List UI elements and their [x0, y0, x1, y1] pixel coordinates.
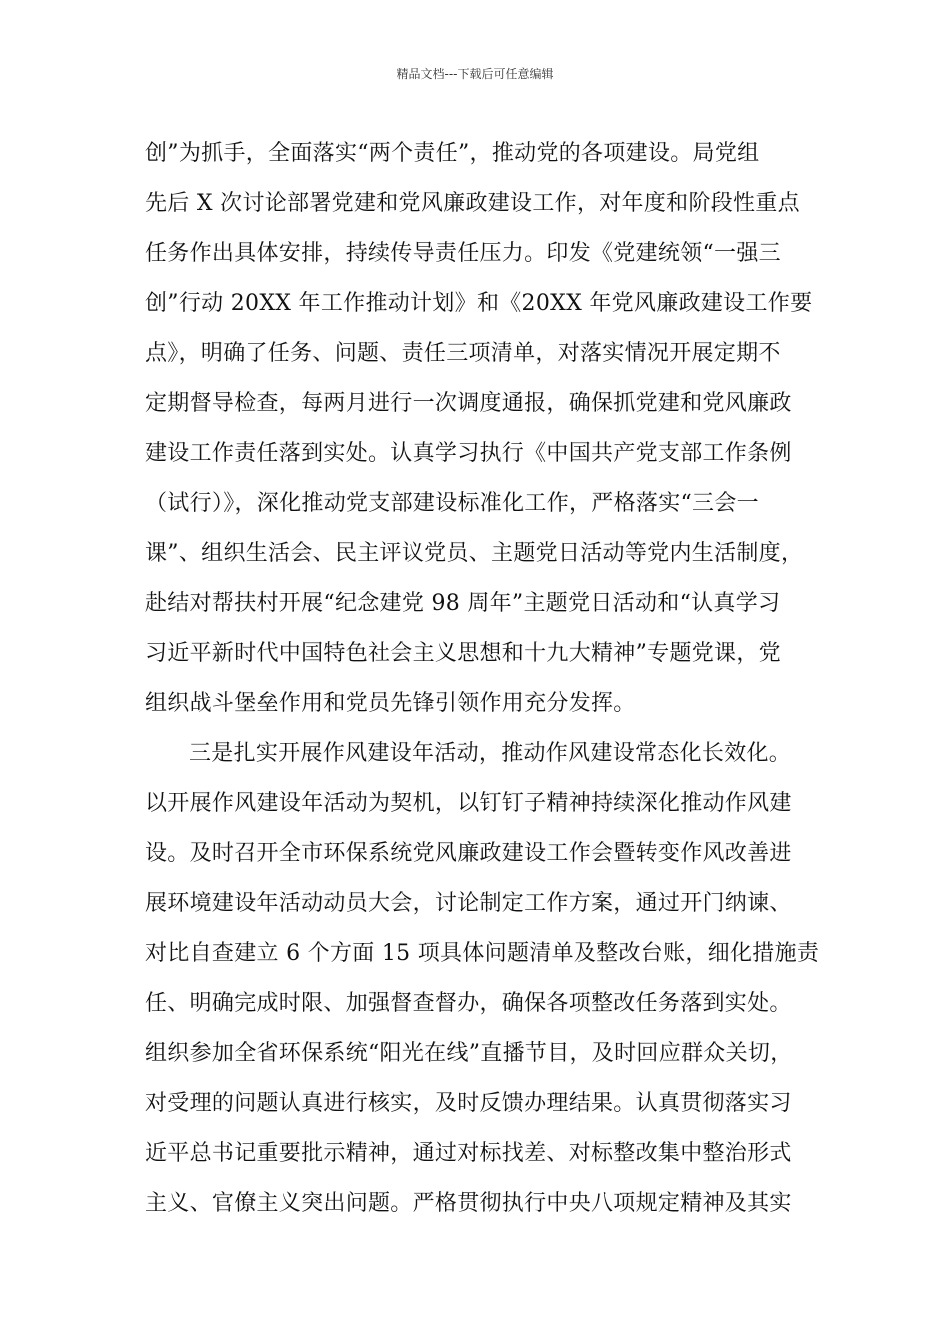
- text-line: 近平总书记重要批示精神，通过对标找差、对标整改集中整治形式: [145, 1141, 792, 1166]
- document-body: [145, 129, 820, 1229]
- text-line: 定期督导检查，每两月进行一次调度通报，确保抓党建和党风廉政: [145, 391, 792, 416]
- text-line: 组织参加全省环保系统“阳光在线”直播节目，及时回应群众关切，: [145, 1041, 793, 1066]
- text-line: 任务作出具体安排，持续传导责任压力。印发《党建统领“一强三: [145, 241, 781, 266]
- text-line: 赴结对帮扶村开展“纪念建党 98 周年”主题党日活动和“认真学习: [145, 591, 781, 616]
- text-line: 创”行动 20XX 年工作推动计划》和《20XX 年党风廉政建设工作要: [145, 291, 813, 316]
- text-line: 习近平新时代中国特色社会主义思想和十九大精神”专题党课，党: [145, 641, 781, 666]
- text-line: 对比自查建立 6 个方面 15 项具体问题清单及整改台账，细化措施责: [145, 941, 820, 966]
- text-line: 任、明确完成时限、加强督查督办，确保各项整改任务落到实处。: [145, 991, 792, 1016]
- text-line: 以开展作风建设年活动为契机，以钉钉子精神持续深化推动作风建: [145, 791, 792, 816]
- text-line: 展环境建设年活动动员大会，讨论制定工作方案，通过开门纳谏、: [145, 891, 792, 916]
- text-line: 组织战斗堡垒作用和党员先锋引领作用充分发挥。: [145, 691, 636, 716]
- text-line: 对受理的问题认真进行核实，及时反馈办理结果。认真贯彻落实习: [145, 1091, 792, 1116]
- page-header-watermark: 精品文档---下载后可任意编辑: [396, 67, 554, 81]
- text-line: 创”为抓手，全面落实“两个责任”，推动党的各项建设。局党组: [145, 141, 760, 166]
- text-line: 设。及时召开全市环保系统党风廉政建设工作会暨转变作风改善进: [145, 841, 792, 866]
- text-line: 主义、官僚主义突出问题。严格贯彻执行中央八项规定精神及其实: [145, 1191, 792, 1216]
- text-line: （试行）》，深化推动党支部建设标准化工作，严格落实“三会一: [145, 491, 759, 516]
- paragraph-2: [145, 729, 820, 1229]
- text-line: 建设工作责任落到实处。认真学习执行《中国共产党支部工作条例: [145, 441, 792, 466]
- text-line: 课”、组织生活会、民主评议党员、主题党日活动等党内生活制度，: [145, 541, 804, 566]
- text-line-indented: 三是扎实开展作风建设年活动，推动作风建设常态化长效化。: [189, 741, 792, 766]
- text-line: 先后 X 次讨论部署党建和党风廉政建设工作，对年度和阶段性重点: [145, 191, 800, 216]
- text-line: 点》，明确了任务、问题、责任三项清单，对落实情况开展定期不: [145, 341, 781, 366]
- paragraph-1: [145, 129, 815, 729]
